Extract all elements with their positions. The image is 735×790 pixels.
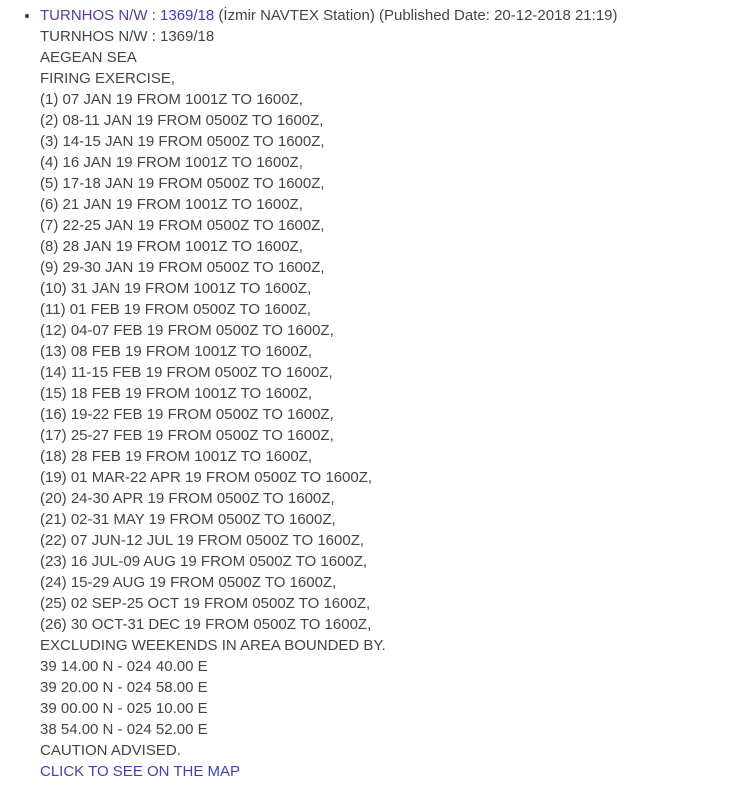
message-line: (19) 01 MAR-22 APR 19 FROM 0500Z TO 1600Z, [40,469,373,486]
message-line: AEGEAN SEA [40,49,137,66]
message-title-separator: : [147,7,161,24]
message-line: (4) 16 JAN 19 FROM 1001Z TO 1600Z, [40,154,303,171]
message-line: (26) 30 OCT-31 DEC 19 FROM 0500Z TO 1600Z, [40,616,372,633]
message-title-link[interactable] [40,7,214,24]
message-line: EXCLUDING WEEKENDS IN AREA BOUNDED BY. [40,637,386,654]
message-line: 38 54.00 N - 024 52.00 E [40,721,208,738]
navtex-notice-list [0,5,735,782]
message-line: (5) 17-18 JAN 19 FROM 0500Z TO 1600Z, [40,175,325,192]
message-line: (24) 15-29 AUG 19 FROM 0500Z TO 1600Z, [40,574,337,591]
message-line: (8) 28 JAN 19 FROM 1001Z TO 1600Z, [40,238,303,255]
message-header [40,5,735,26]
message-body [40,26,735,761]
message-line: (12) 04-07 FEB 19 FROM 0500Z TO 1600Z, [40,322,334,339]
navtex-message-item [40,5,735,782]
message-line: (13) 08 FEB 19 FROM 1001Z TO 1600Z, [40,343,313,360]
map-link[interactable]: CLICK TO SEE ON THE MAP [40,763,241,780]
message-station-id: TURNHOS N/W [40,7,148,24]
message-line: CAUTION ADVISED. [40,742,181,759]
message-number: 1369/18 [160,7,215,24]
message-line: (17) 25-27 FEB 19 FROM 0500Z TO 1600Z, [40,427,334,444]
message-line: (7) 22-25 JAN 19 FROM 0500Z TO 1600Z, [40,217,325,234]
message-line: (6) 21 JAN 19 FROM 1001Z TO 1600Z, [40,196,303,213]
message-line: (9) 29-30 JAN 19 FROM 0500Z TO 1600Z, [40,259,325,276]
message-line: (16) 19-22 FEB 19 FROM 0500Z TO 1600Z, [40,406,334,423]
message-line: (20) 24-30 APR 19 FROM 0500Z TO 1600Z, [40,490,335,507]
message-line: (18) 28 FEB 19 FROM 1001Z TO 1600Z, [40,448,313,465]
message-line: (11) 01 FEB 19 FROM 0500Z TO 1600Z, [40,301,311,318]
message-meta: (İzmir NAVTEX Station) (Published Date: 20-12-2018 21:19) [214,7,618,24]
message-line: 39 00.00 N - 025 10.00 E [40,700,208,717]
message-line: (23) 16 JUL-09 AUG 19 FROM 0500Z TO 1600Z, [40,553,368,570]
message-line: (22) 07 JUN-12 JUL 19 FROM 0500Z TO 1600Z, [40,532,365,549]
message-line: (1) 07 JAN 19 FROM 1001Z TO 1600Z, [40,91,303,108]
message-line: (10) 31 JAN 19 FROM 1001Z TO 1600Z, [40,280,312,297]
message-line: TURNHOS N/W : 1369/18 [40,28,215,45]
message-line: (2) 08-11 JAN 19 FROM 0500Z TO 1600Z, [40,112,324,129]
message-line: (25) 02 SEP-25 OCT 19 FROM 0500Z TO 1600Z, [40,595,371,612]
message-line: (14) 11-15 FEB 19 FROM 0500Z TO 1600Z, [40,364,333,381]
message-line: (3) 14-15 JAN 19 FROM 0500Z TO 1600Z, [40,133,325,150]
message-line: (15) 18 FEB 19 FROM 1001Z TO 1600Z, [40,385,313,402]
message-line: 39 14.00 N - 024 40.00 E [40,658,208,675]
message-line: 39 20.00 N - 024 58.00 E [40,679,208,696]
message-line: (21) 02-31 MAY 19 FROM 0500Z TO 1600Z, [40,511,336,528]
message-line: FIRING EXERCISE, [40,70,176,87]
